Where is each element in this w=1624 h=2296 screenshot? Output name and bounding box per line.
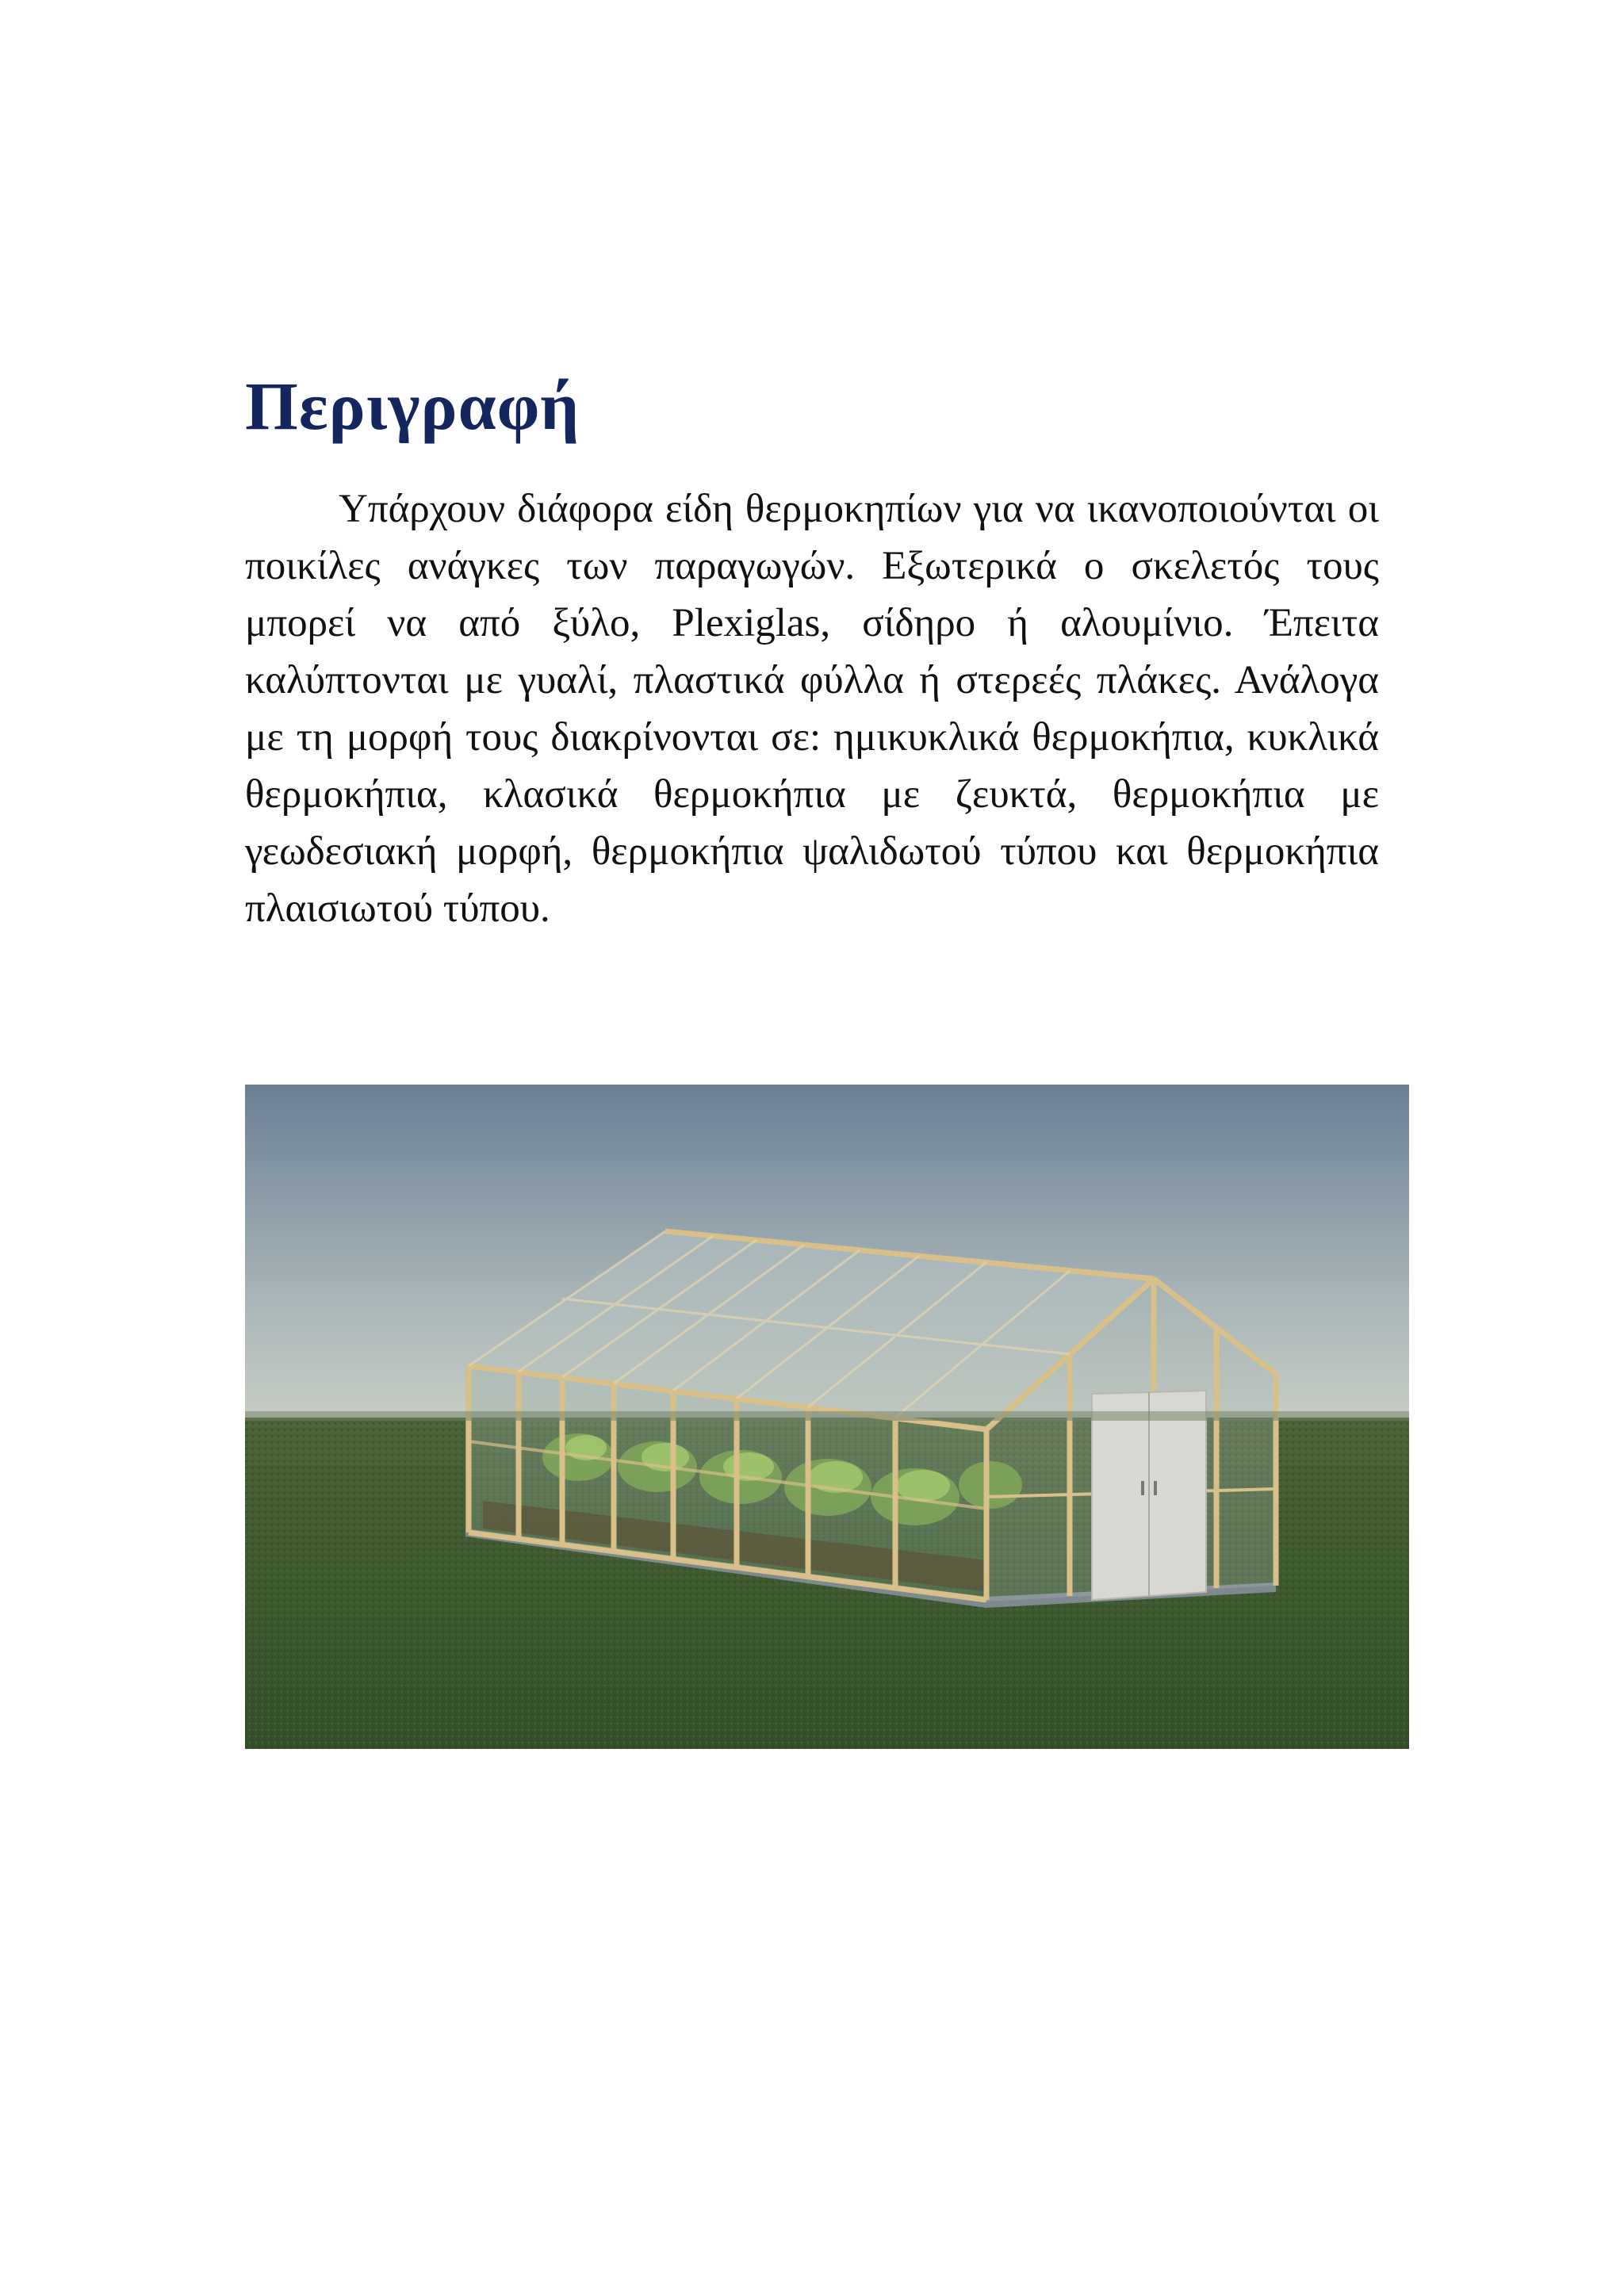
section-heading: Περιγραφή xyxy=(245,368,580,444)
greenhouse-illustration xyxy=(245,1085,1409,1749)
greenhouse-door xyxy=(1092,1391,1206,1600)
section-paragraph: Υπάρχουν διάφορα είδη θερμοκηπίων για να ικανοποιούνται οι ποικίλες ανάγκες των παραγωγών. Εξωτερικά ο σκελετός τους μπορεί να από ξύλο, Plexiglas, σίδηρο ή αλουμίνιο. Έπειτα καλύπτονται με γυαλί, πλαστικά φύλλα ή στερεές πλάκες. Ανάλογα με τη μορφή τους διακρίνονται σε: ημικυκλικά θερμοκήπια, κυκλικά θερμοκήπια, κλασικά θερμοκήπια με ζευκτά, θερμοκήπια με γεωδεσιακή μορφή, θερμοκήπια ψαλιδωτού τύπου και θερμοκήπια πλαισιωτού τύπου. xyxy=(245,487,1379,931)
